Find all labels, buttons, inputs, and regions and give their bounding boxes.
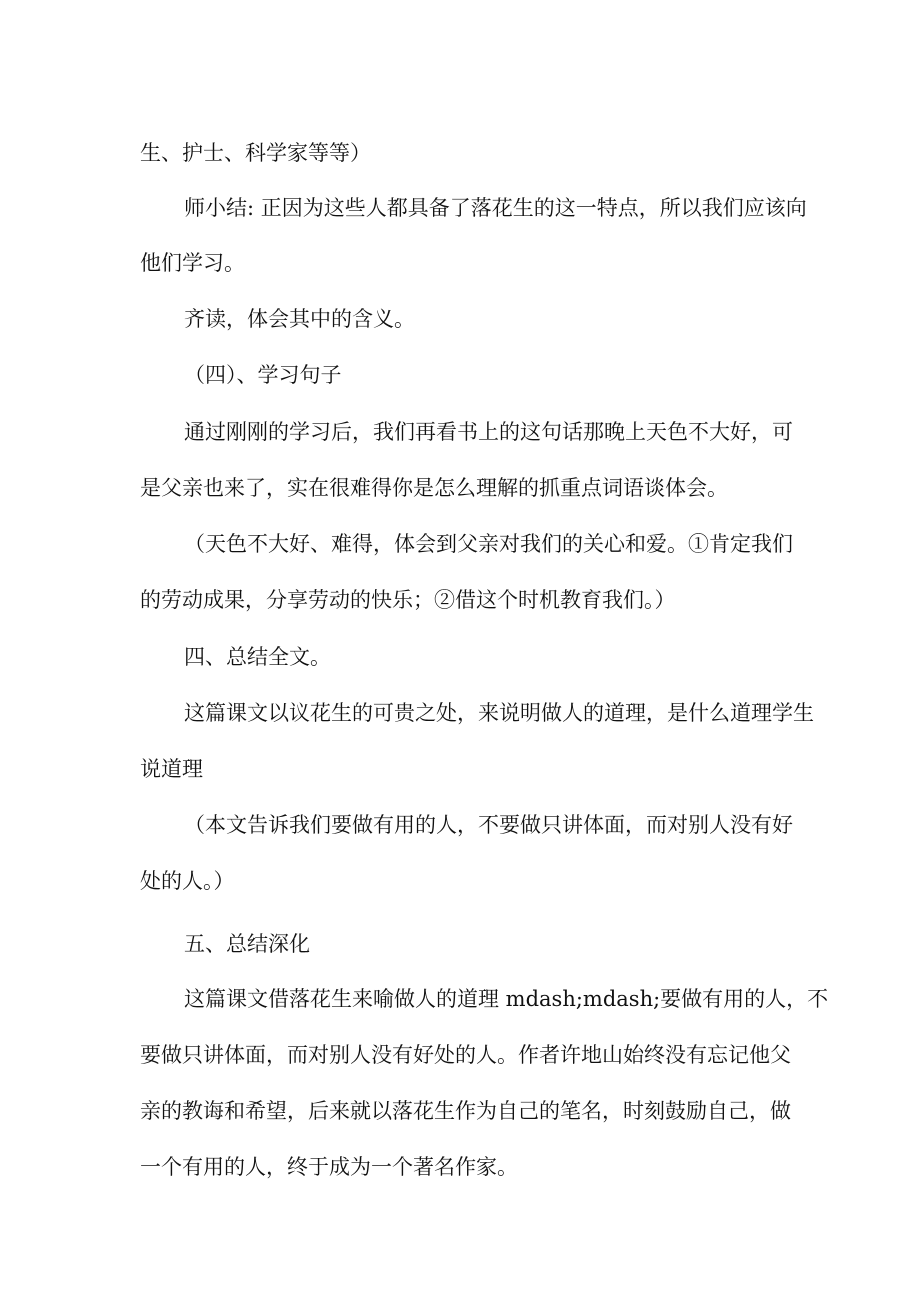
text-line: 处的人。） <box>140 869 235 893</box>
text-line: 生、护士、科学家等等） <box>140 141 371 165</box>
section-heading: （四）、学习句子 <box>184 363 342 387</box>
text-line: 说道理 <box>140 757 203 781</box>
section-heading: 四、总结全文。 <box>184 645 331 669</box>
text-line: 这篇课文借落花生来喻做人的道理 mdash;mdash;要做有用的人，不 <box>184 987 829 1011</box>
text-line: （本文告诉我们要做有用的人，不要做只讲体面，而对别人没有好 <box>184 813 793 837</box>
text-line: 师小结: 正因为这些人都具备了落花生的这一特点，所以我们应该向 <box>184 196 807 220</box>
text-line: 他们学习。 <box>140 251 245 275</box>
section-heading: 五、总结深化 <box>184 932 310 956</box>
text-line: 一个有用的人，终于成为一个著名作家。 <box>140 1155 518 1179</box>
text-line: 通过刚刚的学习后，我们再看书上的这句话那晚上天色不大好，可 <box>184 420 793 444</box>
text-line: 亲的教诲和希望，后来就以落花生作为自己的笔名，时刻鼓励自己，做 <box>140 1099 791 1123</box>
text-line: 齐读，体会其中的含义。 <box>184 307 415 331</box>
text-line: （天色不大好、难得，体会到父亲对我们的关心和爱。①肯定我们 <box>184 532 793 556</box>
text-line: 要做只讲体面，而对别人没有好处的人。作者许地山始终没有忘记他父 <box>140 1043 791 1067</box>
text-line: 是父亲也来了，实在很难得你是怎么理解的抓重点词语谈体会。 <box>140 476 728 500</box>
text-line: 这篇课文以议花生的可贵之处，来说明做人的道理，是什么道理学生 <box>184 701 814 725</box>
text-line: 的劳动成果，分享劳动的快乐；②借这个时机教育我们。） <box>140 588 676 612</box>
